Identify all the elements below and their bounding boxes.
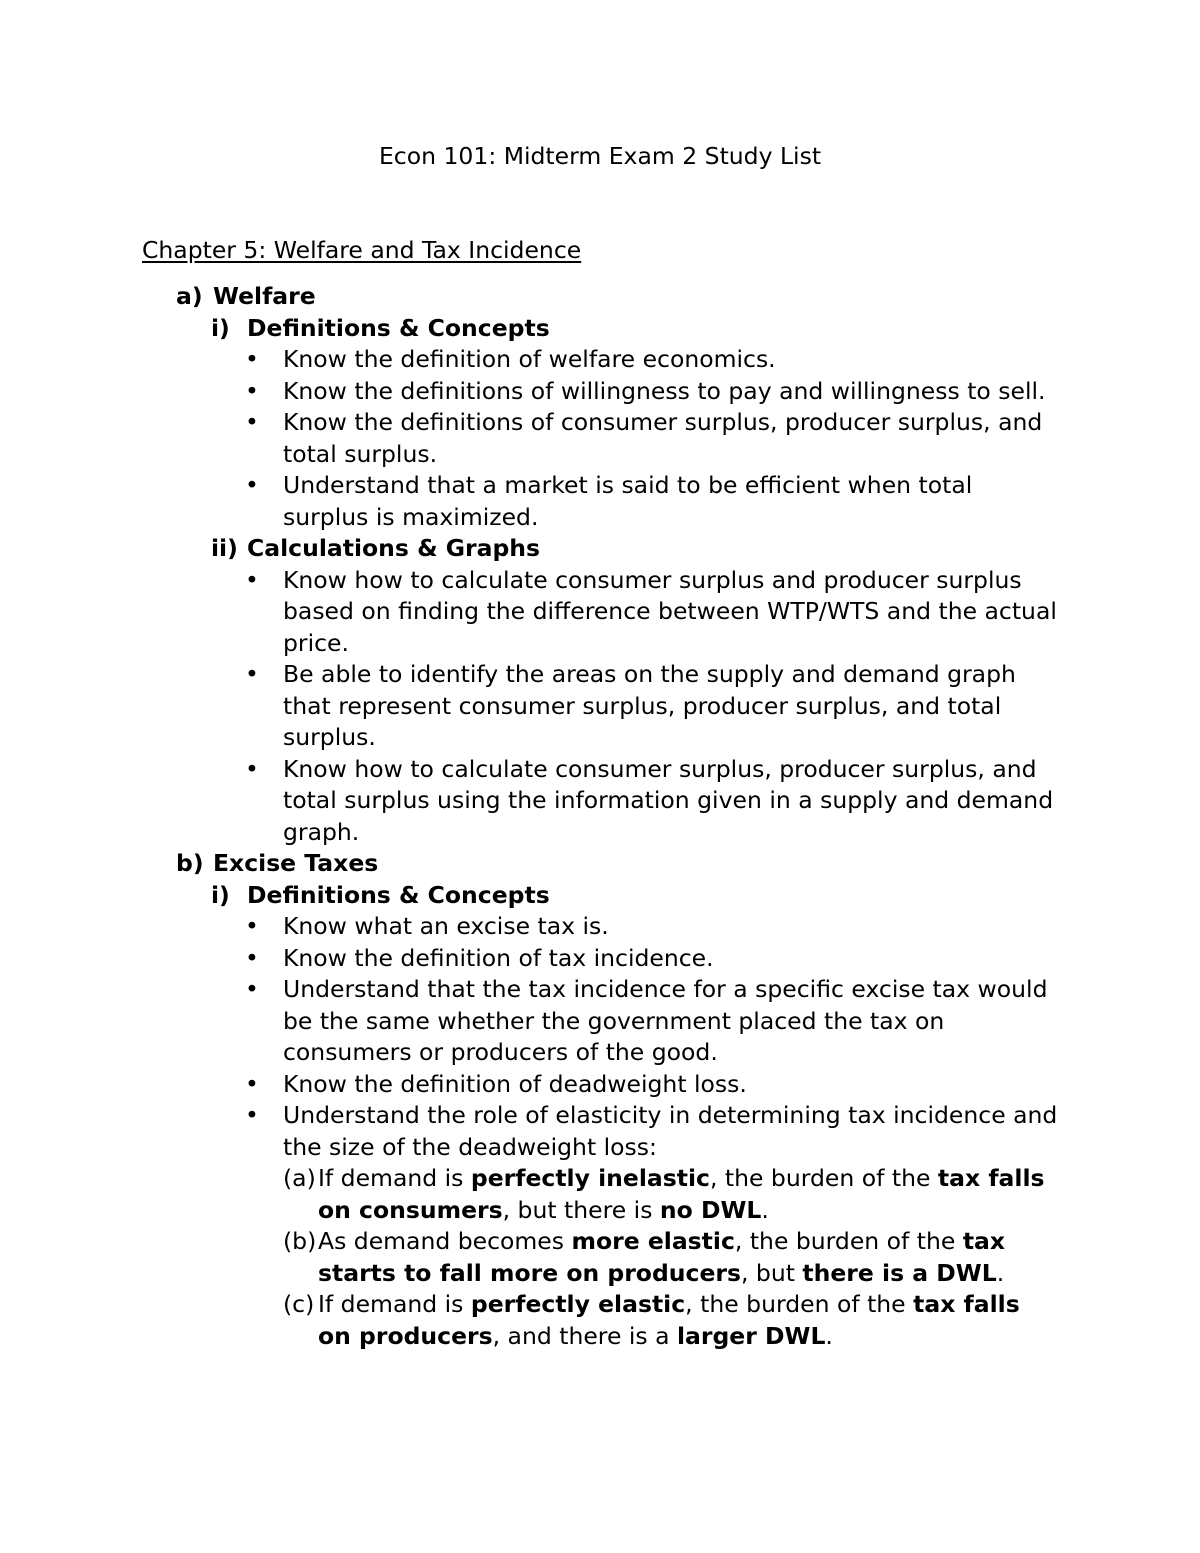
case-text-run: , the burden of the [734,1227,963,1255]
case-marker: (b) [283,1227,317,1255]
case-text-run: . [996,1258,1005,1287]
bullet-icon: • [245,345,259,373]
bullet-icon: • [245,1069,259,1098]
bullet-text: be the same whether the government placed the tax on [283,1006,945,1035]
case-text-run: If demand is [318,1164,471,1192]
bullet-icon: • [245,1101,259,1129]
bullet-text: Know the definition of welfare economics. [283,345,776,373]
case-text-run: , the burden of the [709,1164,938,1192]
document-title: Econ 101: Midterm Exam 2 Study List [378,142,822,170]
bullet-text: Know the definitions of willingness to pay and willingness to sell. [283,376,1046,405]
bullet-text: consumers or producers of the good. [283,1038,718,1066]
case-text [318,1195,769,1227]
bullet-icon: • [245,754,259,783]
emphasis-text: perfectly elastic [470,1290,686,1318]
section-heading [176,848,378,880]
bullet-text: surplus. [283,723,376,751]
bullet-text: Know how to calculate consumer surplus and producer surplus [283,565,1022,594]
subsection-marker: ii) [211,534,238,562]
case-text-run: . [825,1321,833,1350]
bullet-text: based on finding the difference between WTP/WTS and the actual [283,597,1057,625]
bullet-text: graph. [283,817,360,846]
subsection-heading [211,880,550,912]
emphasis-text: tax [962,1227,1006,1255]
bullet-icon: • [245,408,259,436]
case-text [318,1258,1004,1290]
emphasis-text: there is a DWL [802,1258,997,1287]
bullet-text: price. [283,628,349,657]
bullet-text: Know how to calculate consumer surplus, producer surplus, and [283,754,1037,783]
emphasis-text: on producers [318,1321,493,1350]
bullet-text: Understand the role of elasticity in determining tax incidence and [283,1101,1058,1129]
bullet-icon: • [245,975,259,1003]
bullet-text: total surplus using the information given in a supply and demand [283,786,1054,814]
bullet-icon: • [245,471,259,499]
bullet-text: that represent consumer surplus, producer surplus, and total [283,691,1002,720]
case-marker: (c) [283,1290,315,1318]
bullet-text: Know the definition of tax incidence. [283,943,714,972]
emphasis-text: on consumers [318,1195,503,1224]
case-text-run: If demand is [318,1290,471,1318]
section-marker: a) [176,282,203,310]
subsection-heading [211,533,540,565]
emphasis-text: tax falls [913,1290,1020,1318]
case-text [318,1163,1045,1195]
subsection-title: Definitions & Concepts [247,313,550,342]
case-text [318,1226,1005,1258]
bullet-text: Be able to identify the areas on the supply and demand graph [283,660,1016,688]
case-text-run: As demand becomes [318,1227,572,1255]
section-marker: b) [176,849,204,877]
bullet-text: Know the definition of deadweight loss. [283,1069,747,1098]
bullet-text: Know what an excise tax is. [283,912,609,940]
case-marker: (a) [283,1164,316,1192]
bullet-text: surplus is maximized. [283,502,539,531]
emphasis-text: larger DWL [676,1321,826,1350]
bullet-icon: • [245,660,259,688]
bullet-text: Understand that a market is said to be efficient when total [283,471,973,499]
subsection-marker: i) [211,880,230,909]
case-text-run: , but [740,1258,803,1287]
bullet-text: total surplus. [283,439,438,468]
bullet-icon: • [245,565,259,594]
bullet-text: Know the definitions of consumer surplus, producer surplus, and [283,408,1043,436]
emphasis-text: starts to fall more on producers [318,1258,741,1287]
bullet-icon: • [245,912,259,940]
emphasis-text: more elastic [571,1227,735,1255]
case-text-run: , but there is [502,1195,660,1224]
subsection-title: Definitions & Concepts [247,880,550,909]
section-heading [176,281,316,313]
emphasis-text: tax falls [937,1164,1045,1192]
section-title: Welfare [213,282,316,310]
case-text-run: . [761,1195,769,1224]
bullet-icon: • [245,943,259,972]
emphasis-text: no DWL [659,1195,762,1224]
bullet-icon: • [245,376,259,405]
emphasis-text: perfectly inelastic [470,1164,710,1192]
subsection-title: Calculations & Graphs [247,534,541,562]
chapter-heading: Chapter 5: Welfare and Tax Incidence [142,236,582,264]
case-text-run: , and there is a [492,1321,677,1350]
subsection-heading [211,313,550,345]
bullet-text: Understand that the tax incidence for a specific excise tax would [283,975,1048,1003]
case-text [318,1321,833,1353]
case-text [318,1289,1020,1321]
bullet-text: the size of the deadweight loss: [283,1132,657,1161]
section-title: Excise Taxes [213,849,379,877]
case-text-run: , the burden of the [685,1290,914,1318]
subsection-marker: i) [211,313,230,342]
